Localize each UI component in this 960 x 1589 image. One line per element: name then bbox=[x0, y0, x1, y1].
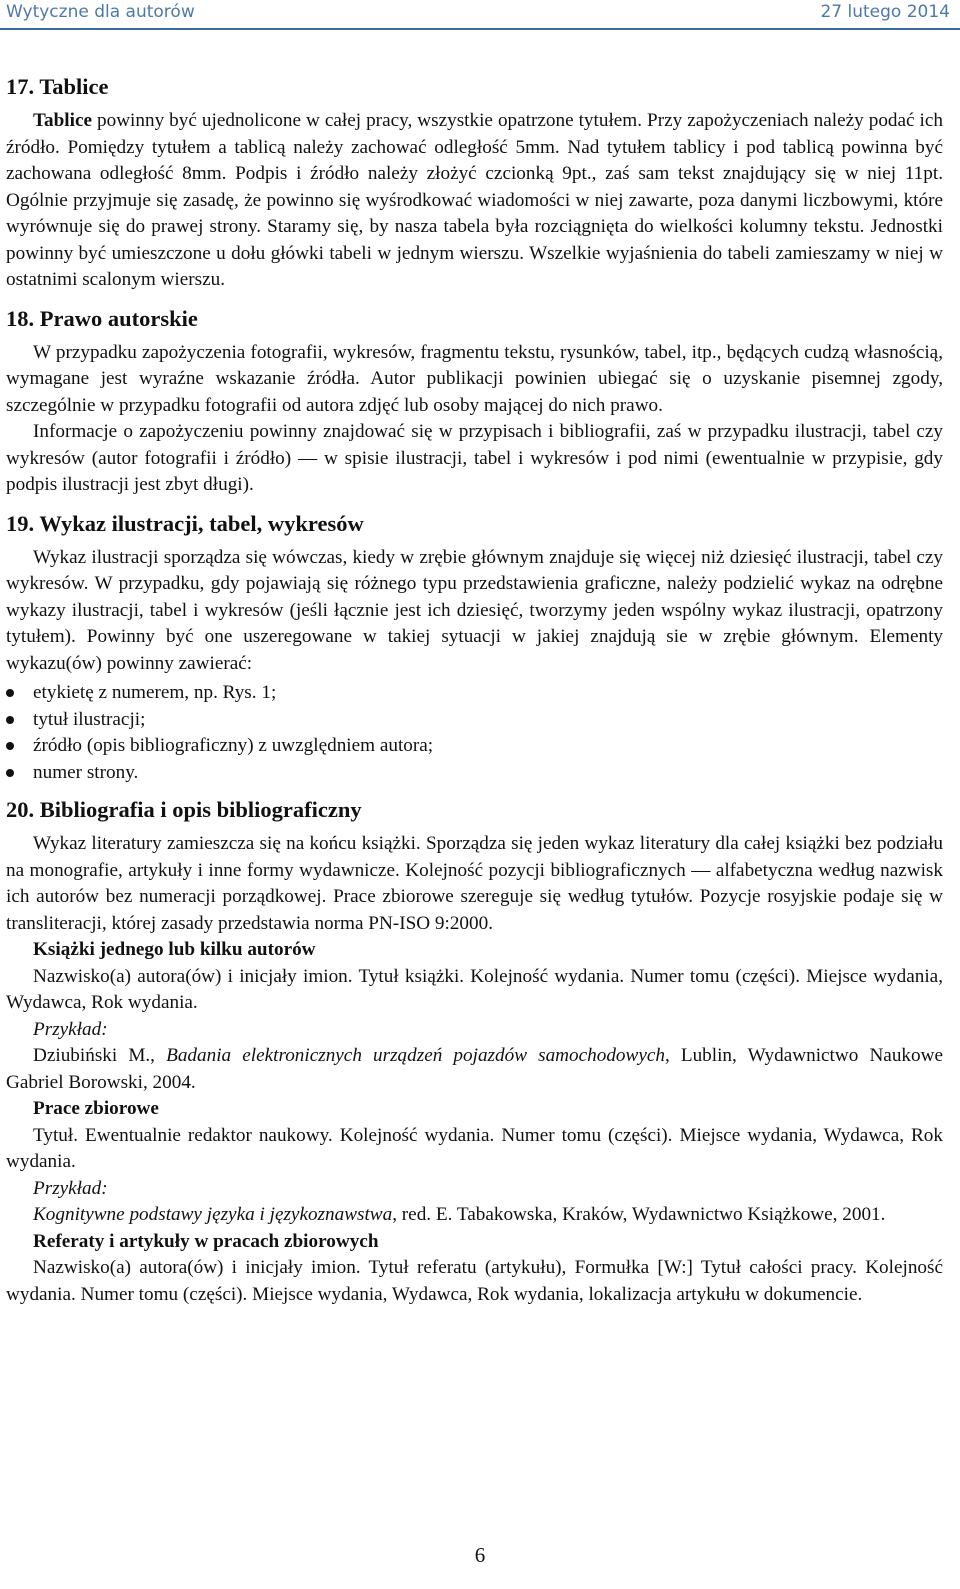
section-19-title: 19. Wykaz ilustracji, tabel, wykresów bbox=[6, 510, 364, 536]
list-item-text: tytuł ilustracji; bbox=[33, 708, 146, 730]
books-heading: Książki jednego lub kilku autorów bbox=[33, 939, 316, 960]
papers-pattern: Nazwisko(a) autora(ów) i inicjały imion. Tytuł referatu (artykułu), Formułka [W:] Tytuł całości pracy. Kolejność wydania. Numer tomu (części). Miejsce wydania, Wydawca, Rok wydania, lokalizacja artykułu w dokumencie. bbox=[6, 1257, 943, 1305]
papers-heading: Referaty i artykuły w pracach zbiorowych bbox=[33, 1230, 379, 1252]
section-17-paragraph bbox=[6, 108, 943, 294]
list-item bbox=[6, 760, 943, 787]
section-19-paragraph: Wykaz ilustracji sporządza się wówczas, kiedy w zrębie głównym znajduje się więcej niż dziesięć ilustracji, tabel czy wykresów. W przypadku, gdy pojawiają się różnego typu przedstawienia graficzne, należy podzielić wykaz na odrębne wykazy ilustracji, tabel i wykresów (jeśli łącznie jest ich dziesięć, tworzymy jeden wspólny wykaz ilustracji, opatrzony tytułem). Powinny być one uszeregowane w takiej sytuacji w jakiej znajdują sie w zrębie głównym. Elementy wykazu(ów) powinny zawierać: bbox=[6, 546, 943, 674]
section-20-paragraph: Wykaz literatury zamieszcza się na końcu książki. Sporządza się jeden wykaz literatury dla całej książki bez podziału na monografie, artykuły i inne formy wydawnicze. Kolejność pozycji bibliograficznych ― alfabetyczna według nazwisk ich autorów bez numeracji porządkowej. Prace zbiorowe szereguje się według tytułów. Pozycje rosyjskie podaje się w transliteracji, której zasady przedstawia norma PN-ISO 9:2000. bbox=[6, 833, 943, 934]
list-item bbox=[6, 733, 943, 760]
header-date: 27 lutego 2014 bbox=[820, 2, 950, 22]
header-document-title: Wytyczne dla autorów bbox=[6, 2, 195, 22]
collective-example bbox=[6, 1202, 943, 1229]
books-example-label: Przykład: bbox=[33, 1018, 108, 1040]
list-item-text: etykietę z numerem, np. Rys. 1; bbox=[33, 682, 277, 703]
section-18-title: 18. Prawo autorskie bbox=[6, 305, 198, 331]
section-17-lead-term: Tablice bbox=[33, 110, 92, 131]
bullet-icon bbox=[6, 769, 14, 777]
collective-heading: Prace zbiorowe bbox=[33, 1098, 159, 1119]
books-example-rest: , Lublin, Wydawnictwo Naukowe Gabriel Borowski, 2004. bbox=[6, 1045, 943, 1093]
section-18-paragraph-2: Informacje o zapożyczeniu powinny znajdować się w przypisach i bibliografii, zaś w przypadku ilustracji, tabel czy wykresów (autor fotografii i źródło) ― w spisie ilustracji, tabel i wykresów i pod nimi (ewentualnie w przypisie, gdy podpis ilustracji jest zbyt długi). bbox=[6, 421, 943, 495]
books-example-title: Badania elektronicznych urządzeń pojazdów samochodowych bbox=[166, 1045, 665, 1066]
section-18-paragraph-1: W przypadku zapożyczenia fotografii, wykresów, fragmentu tekstu, rysunków, tabel, itp., będących cudzą własnością, wymagane jest wyraźne wskazanie źródła. Autor publikacji powinien ubiegać się o uzyskanie pisemnej zgody, szczególnie w przypadku fotografii od autora zdjęć lub osoby mającej do nich prawo. bbox=[6, 341, 943, 416]
books-example-author: Dziubiński M., bbox=[33, 1045, 167, 1066]
bullet-icon bbox=[6, 716, 14, 724]
collective-example-label: Przykład: bbox=[33, 1177, 108, 1199]
collective-pattern: Tytuł. Ewentualnie redaktor naukowy. Kolejność wydania. Numer tomu (części). Miejsce wydania, Wydawca, Rok wydania. bbox=[6, 1124, 943, 1172]
list-item-text: numer strony. bbox=[33, 761, 139, 783]
bullet-icon bbox=[6, 742, 14, 750]
section-19-bullet-list bbox=[6, 680, 943, 786]
document-body bbox=[6, 72, 943, 1308]
section-20-title: 20. Bibliografia i opis bibliograficzny bbox=[6, 797, 362, 822]
page-header bbox=[0, 0, 960, 30]
books-pattern: Nazwisko(a) autora(ów) i inicjały imion. Tytuł książki. Kolejność wydania. Numer tomu (części). Miejsce wydania, Wydawca, Rok wydania. bbox=[6, 965, 943, 1013]
list-item bbox=[6, 680, 943, 707]
list-item bbox=[6, 707, 943, 734]
books-example bbox=[6, 1043, 943, 1096]
page-number: 6 bbox=[474, 1543, 486, 1567]
collective-example-rest: , red. E. Tabakowska, Kraków, Wydawnictwo Książkowe, 2001. bbox=[392, 1204, 886, 1225]
section-17-title: 17. Tablice bbox=[6, 74, 109, 99]
list-item-text: źródło (opis bibliograficzny) z uwzględniem autora; bbox=[33, 735, 434, 756]
section-17-text: powinny być ujednolicone w całej pracy, wszystkie opatrzone tytułem. Przy zapożyczeniach należy podać ich źródło. Pomiędzy tytułem a tablicą należy zachować odległość 5mm. Nad tytułem tablicy i pod tablicą powinna być zachowana odległość 8mm. Podpis i źródło należy złożyć czcionką 9pt., zaś sam tekst znajdujący się w niej 11pt. Ogólnie przyjmuje się zasadę, że powinno się wyśrodkować wiadomości w niej zawarte, poza danymi liczbowymi, które wyrównuje się do prawej strony. Staramy się, by nasza tabela była rozciągnięta do wielkości kolumny tekstu. Jednostki powinny być umieszczone u dołu główki tabeli w jednym wierszu. Wszelkie wyjaśnienia do tabeli zamieszamy w niej w ostatnimi scalonym wierszu. bbox=[6, 110, 943, 290]
bullet-icon bbox=[6, 689, 14, 697]
collective-example-title: Kognitywne podstawy języka i językoznawstwa bbox=[33, 1204, 393, 1225]
